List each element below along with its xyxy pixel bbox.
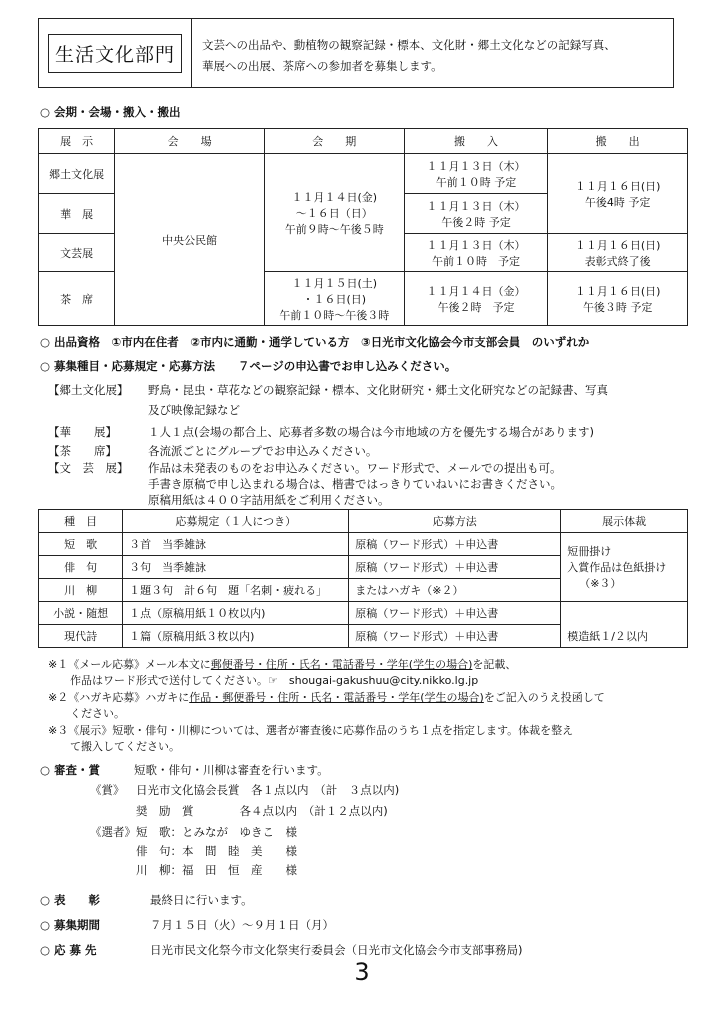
display-poem: 模造紙１/２以内	[561, 602, 688, 648]
note-1	[48, 657, 516, 689]
period-cell-b	[264, 272, 404, 326]
note-2-c: ください。	[70, 707, 125, 720]
carry-out-3-time: 表彰式終了後	[584, 254, 651, 268]
bungei-text-2: 手書き原稿で申し込まれる場合は、楷書ではっきりていねいにお書きください。	[148, 477, 562, 491]
type-senryu: 川 柳	[39, 579, 123, 602]
schedule-table	[38, 128, 688, 326]
desc-line-1: 文芸への出品や、動植物の観察記録・標本、文化財・郷土文化などの記録写真、	[202, 38, 616, 52]
carry-in-3-time: 午前１０時 予定	[431, 254, 520, 268]
carry-out-3	[548, 234, 688, 272]
prize-1: 日光市文化協会長賞 各１点以内 （計 ３点以内)	[136, 783, 400, 797]
carry-in-4	[404, 272, 548, 326]
judge-1: 短 歌：とみなが ゆきこ 様	[136, 825, 297, 839]
carry-in-3	[404, 234, 548, 272]
schedule-heading: ○ 会期・会場・搬入・搬出	[40, 105, 181, 119]
carry-in-2-date: １１月１３日（木）	[426, 199, 526, 213]
exhibit-ka: 華 展	[39, 194, 115, 234]
note-1-b: を記載、	[472, 658, 517, 671]
carry-out-3-date: １１月１６日(日)	[574, 238, 661, 252]
literary-header-row	[39, 510, 688, 533]
method-haiku: 原稿（ワード形式）＋申込書	[349, 556, 561, 579]
venue-cell: 中央公民館	[115, 154, 265, 326]
carry-in-1	[404, 154, 548, 194]
section-title-box	[39, 19, 192, 87]
period-a-line1: １１月１４日(金)	[291, 190, 378, 204]
kyodo-text-2: 及び映像記録など	[148, 403, 240, 417]
col-method: 応募方法	[349, 510, 561, 533]
exhibit-kyodo: 郷土文化展	[39, 154, 115, 194]
period-label: ○ 募集期間	[40, 918, 101, 932]
carry-in-4-date: １１月１４日（金）	[426, 284, 526, 298]
note-1-a: ※１《メール応募》メール本文に	[48, 658, 211, 671]
prize-2: 奨 励 賞 各４点以内 （計１２点以内)	[136, 804, 388, 818]
type-novel: 小説・随想	[39, 602, 123, 625]
kyodo-text-1: 野鳥・昆虫・草花などの観察記録・標本、文化財研究・郷土文化研究などの記録書、写真	[148, 383, 608, 397]
note-1-c: 作品はワード形式で送付してください。☞ shougai-gakushuu@city.nikko.lg.jp	[70, 674, 479, 687]
judging-heading: ○ 審査・賞	[40, 763, 101, 777]
period-cell-a	[264, 154, 404, 272]
rule-tanka: ３首 当季雑詠	[123, 533, 349, 556]
ka-text: １人１点(会場の都合上、応募者多数の場合は今市地域の方を優先する場合があります)	[148, 425, 594, 439]
judging-heading-text: 短歌・俳句・川柳は審査を行います。	[134, 763, 329, 777]
col-period: 会 期	[264, 129, 404, 154]
method-senryu: またはハガキ（※２）	[349, 579, 561, 602]
rule-haiku: ３句 当季雑詠	[123, 556, 349, 579]
method-poem: 原稿（ワード形式）＋申込書	[349, 625, 561, 648]
note-3-b: て搬入してください。	[70, 740, 180, 753]
carry-in-2-time: 午後２時 予定	[441, 215, 511, 229]
cha-label: 【茶 席】	[48, 444, 117, 458]
col-display: 展示体裁	[561, 510, 688, 533]
method-tanka: 原稿（ワード形式）＋申込書	[349, 533, 561, 556]
type-haiku: 俳 句	[39, 556, 123, 579]
type-tanka: 短 歌	[39, 533, 123, 556]
bungei-text-3: 原稿用紙は４００字詰用紙をご利用ください。	[148, 493, 390, 507]
award-text: 最終日に行います。	[150, 893, 253, 907]
cha-text: 各流派ごとにグループでお申込みください。	[148, 444, 378, 458]
contact-label: ○ 応 募 先	[40, 943, 97, 957]
carry-out-1-date: １１月１６日(日)	[574, 179, 661, 193]
display-tanzaku	[561, 533, 688, 602]
schedule-header-row	[39, 129, 688, 154]
judge-2: 俳 句：本 間 睦 美 様	[136, 844, 297, 858]
note-1-underlined: 郵便番号・住所・氏名・電話番号・学年(学生の場合)	[210, 658, 473, 671]
type-poem: 現代詩	[39, 625, 123, 648]
section-header	[38, 18, 674, 88]
carry-out-1-time: 午後4時 予定	[584, 195, 651, 209]
section-title: 生活文化部門	[48, 34, 182, 73]
judges-label: 《選者》	[90, 825, 136, 839]
rule-novel: １点（原稿用紙１０枚以内)	[123, 602, 349, 625]
award-label: ○ 表 彰	[40, 893, 101, 907]
bungei-label: 【文 芸 展】	[48, 461, 129, 475]
period-text: ７月１５日（火）～９月１日（月）	[150, 918, 334, 932]
period-a-line3: 午前９時～午後５時	[284, 222, 384, 236]
carry-in-1-date: １１月１３日（木）	[426, 159, 526, 173]
period-b-line1: １１月１５日(土)	[291, 276, 378, 290]
display-line-3: （※３）	[579, 577, 622, 590]
section-description	[192, 19, 626, 87]
display-line-1: 短冊掛け	[567, 545, 612, 558]
carry-out-4-date: １１月１６日(日)	[574, 284, 661, 298]
col-exhibit: 展 示	[39, 129, 115, 154]
literary-table	[38, 509, 688, 648]
method-novel: 原稿（ワード形式）＋申込書	[349, 602, 561, 625]
carry-out-4	[548, 272, 688, 326]
qualification: ○ 出品資格 ①市内在住者 ②市内に通勤・通学している方 ③日光市文化協会今市支部会員 のいずれか	[40, 335, 590, 349]
table-row	[39, 154, 688, 194]
note-2	[48, 690, 605, 722]
col-venue: 会 場	[115, 129, 265, 154]
exhibit-chaseki: 茶 席	[39, 272, 115, 326]
note-3-a: ※３《展示》短歌・俳句・川柳については、選者が審査後に応募作品のうち１点を指定します。体裁を整え	[48, 724, 574, 737]
period-b-line3: 午前１０時～午後３時	[279, 308, 390, 322]
carry-in-3-date: １１月１３日（木）	[426, 238, 526, 252]
carry-out-4-time: 午後３時 予定	[582, 300, 653, 314]
page-number: 3	[354, 958, 370, 986]
prize-label: 《賞》	[90, 783, 125, 797]
categories-heading: ○ 募集種目・応募規定・応募方法 ７ページの申込書でお申し込みください。	[40, 359, 457, 373]
exhibit-bungei: 文芸展	[39, 234, 115, 272]
display-line-2: 入賞作品は色紙掛け	[567, 561, 667, 574]
col-rule: 応募規定（１人につき）	[123, 510, 349, 533]
note-2-b: をご記入のうえ投函して	[483, 691, 605, 704]
note-3	[48, 723, 573, 755]
contact-text: 日光市民文化祭今市文化祭実行委員会（日光市文化協会今市支部事務局)	[150, 943, 523, 957]
col-type: 種 目	[39, 510, 123, 533]
rule-poem: １篇（原稿用紙３枚以内)	[123, 625, 349, 648]
period-b-line2: ・１６日(日)	[302, 292, 367, 306]
judge-3: 川 柳：福 田 恒 産 様	[136, 863, 297, 877]
table-row	[39, 602, 688, 625]
desc-line-2: 華展への出展、茶席への参加者を募集します。	[202, 59, 443, 73]
col-carry-out: 搬 出	[548, 129, 688, 154]
carry-out-1	[548, 154, 688, 234]
ka-label: 【華 展】	[48, 425, 117, 439]
note-2-underlined: 作品・郵便番号・住所・氏名・電話番号・学年(学生の場合)	[189, 691, 484, 704]
note-2-a: ※２《ハガキ応募》ハガキに	[48, 691, 190, 704]
carry-in-4-time: 午後２時 予定	[437, 300, 515, 314]
carry-in-1-time: 午前１０時 予定	[435, 175, 517, 189]
period-a-line2: ～１６日（日）	[295, 206, 373, 220]
table-row	[39, 533, 688, 556]
bungei-text-1: 作品は未発表のものをお申込みください。ワード形式で、メールでの提出も可。	[148, 461, 562, 475]
col-carry-in: 搬 入	[404, 129, 548, 154]
carry-in-2	[404, 194, 548, 234]
rule-senryu: １題３句 計６句 題「名刺・疲れる」	[123, 579, 349, 602]
kyodo-label: 【郷土文化展】	[48, 383, 129, 397]
